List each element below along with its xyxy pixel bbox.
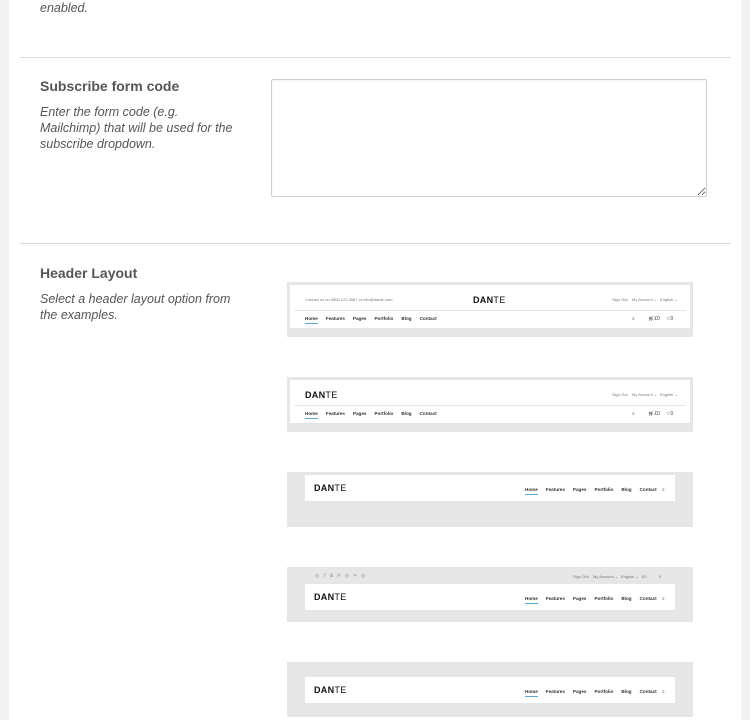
cart-total: £0 (642, 574, 647, 579)
nav (305, 316, 437, 324)
sign-out-link: Sign Out (612, 297, 628, 302)
nav-item: Features (325, 411, 345, 416)
nav-item: Pages (352, 316, 367, 321)
sign-out-link: Sign Out (573, 574, 589, 579)
nav-item: Portfolio (374, 411, 394, 416)
subscribe-form-code-textarea[interactable] (271, 79, 707, 197)
nav-item: Home (525, 487, 538, 495)
layout-preview (305, 475, 675, 501)
contact-text: Contact us on 0800 123 4567 or info@dante.com (305, 297, 393, 302)
divider (20, 243, 731, 244)
logo: DANTE (314, 592, 347, 602)
nav (525, 689, 657, 697)
nav-item: Portfolio (374, 316, 394, 321)
header-layout-option-1[interactable] (287, 282, 693, 337)
layout-preview (305, 677, 675, 703)
nav (525, 487, 657, 495)
logo: DANTE (305, 390, 338, 400)
nav-item: Pages (572, 596, 587, 601)
nav (305, 411, 437, 419)
cart-icon: 🛒︎£0 (648, 316, 660, 322)
search-icon: ⌕ (662, 487, 665, 493)
star-icon: ☆0 (666, 316, 674, 322)
nav-item: Home (525, 596, 538, 604)
nav-item: Portfolio (594, 689, 614, 694)
layout-preview (290, 380, 690, 423)
cart-icon: 🛒︎£0 (648, 411, 660, 417)
divider (294, 310, 686, 311)
nav-item: Blog (401, 316, 412, 321)
nav (525, 596, 657, 604)
nav-item: Blog (621, 487, 632, 492)
my-account-link: My Account ⌄ (593, 574, 619, 579)
sign-out-link: Sign Out (612, 392, 628, 397)
nav-item: Pages (572, 487, 587, 492)
header-layout-title: Header Layout (40, 265, 138, 281)
search-icon: ⌕ (632, 411, 635, 417)
wishlist-count: 0 (670, 316, 674, 322)
nav-item: Contact (639, 487, 657, 492)
language-link: English ⌄ (660, 392, 678, 397)
logo: DANTE (314, 483, 347, 493)
wishlist-count: 0 (670, 411, 674, 417)
header-layout-option-5[interactable] (287, 662, 693, 717)
nav-item: Contact (419, 316, 437, 321)
nav-item: Blog (621, 689, 632, 694)
subscribe-form-code-description: Enter the form code (e.g. Mailchimp) that will be used for the subscribe dropdown. (40, 105, 233, 151)
header-layout-option-3[interactable] (287, 472, 693, 527)
my-account-link: My Account ⌄ (632, 297, 658, 302)
logo: DANTE (473, 295, 506, 305)
nav-item: Home (525, 689, 538, 697)
divider (294, 405, 686, 406)
nav-item: Features (545, 487, 565, 492)
nav-item: Home (305, 411, 318, 419)
nav-item: Portfolio (594, 487, 614, 492)
nav-item: Contact (639, 689, 657, 694)
header-layout-option-2[interactable] (287, 377, 693, 432)
search-icon: ⌕ (662, 689, 665, 695)
star-icon: ☆0 (666, 411, 674, 417)
cart-total: £0 (654, 411, 660, 417)
nav-item: Blog (401, 411, 412, 416)
wishlist-count: 0 (659, 574, 662, 579)
search-icon: ⌕ (662, 596, 665, 602)
my-account-link: My Account ⌄ (632, 392, 658, 397)
nav-item: Blog (621, 596, 632, 601)
layout-preview (290, 285, 690, 328)
top-bar (305, 571, 675, 582)
layout-preview (305, 584, 675, 610)
header-layout-description: Select a header layout option from the examples. (40, 292, 231, 322)
nav-item: Portfolio (594, 596, 614, 601)
language-link: English ⌄ (621, 574, 639, 579)
subscribe-form-code-title: Subscribe form code (40, 78, 180, 94)
nav-item: Features (545, 689, 565, 694)
previous-field-description: enabled. (40, 1, 88, 15)
logo: DANTE (314, 685, 347, 695)
nav-item: Home (305, 316, 318, 324)
nav-item: Contact (639, 596, 657, 601)
nav-item: Features (325, 316, 345, 321)
language-link: English ⌄ (660, 297, 678, 302)
divider (20, 57, 731, 58)
nav-item: Pages (572, 689, 587, 694)
cart-total: £0 (654, 316, 660, 322)
nav-item: Features (545, 596, 565, 601)
header-layout-option-4[interactable] (287, 567, 693, 622)
search-icon: ⌕ (632, 316, 635, 322)
social-icons: ◎ƒ𝟖℗◎✈◎ (315, 573, 370, 579)
nav-item: Contact (419, 411, 437, 416)
nav-item: Pages (352, 411, 367, 416)
